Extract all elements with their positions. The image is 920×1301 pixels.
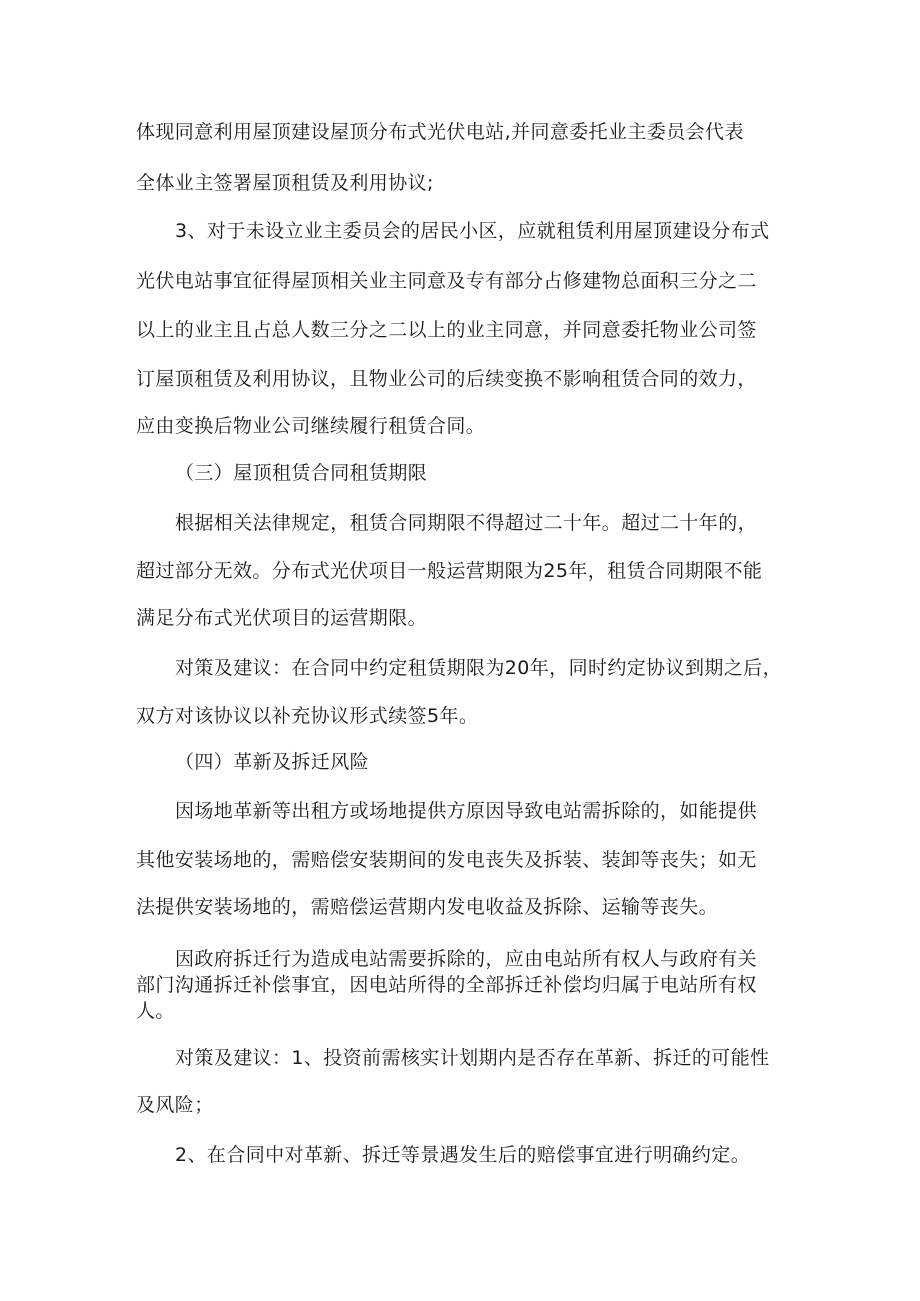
- section-heading: （四）革新及拆迁风险: [175, 751, 370, 773]
- text-line: 因场地革新等出租方或场地提供方原因导致电站需拆除的，如能提供: [175, 800, 758, 822]
- text-line: 3、对于未设立业主委员会的居民小区，应就租赁利用屋顶建设分布式: [175, 220, 770, 242]
- text-line: 体现同意利用屋顶建设屋顶分布式光伏电站,并同意委托业主委员会代表: [136, 121, 744, 143]
- text-line: 因政府拆迁行为造成电站需要拆除的，应由电站所有权人与政府有关: [175, 948, 758, 970]
- text-line: 部门沟通拆迁补偿事宜，因电站所得的全部拆迁补偿均归属于电站所有权: [136, 974, 757, 996]
- text-line: 以上的业主且占总人数三分之二以上的业主同意，并同意委托物业公司签: [136, 319, 757, 341]
- text-line: 人。: [136, 1000, 175, 1022]
- text-line: 2、在合同中对革新、拆迁等景遇发生后的赔偿事宜进行明确约定。: [175, 1144, 751, 1166]
- text-line: 其他安装场地的，需赔偿安装期间的发电丧失及拆装、装卸等丧失；如无: [136, 849, 757, 871]
- text-line: 应由变换后物业公司继续履行租赁合同。: [136, 415, 486, 437]
- text-line: 光伏电站事宜征得屋顶相关业主同意及专有部分占修建物总面积三分之二: [136, 270, 757, 292]
- text-line: 及风险；: [136, 1094, 214, 1116]
- text-line: 全体业主签署屋顶租赁及利用协议;: [136, 172, 434, 194]
- text-line: 双方对该协议以补充协议形式续签5年。: [136, 705, 479, 727]
- text-line: 满足分布式光伏项目的运营期限。: [136, 607, 428, 629]
- text-line: 对策及建议：1、投资前需核实计划期内是否存在革新、拆迁的可能性: [175, 1047, 770, 1069]
- text-line: 根据相关法律规定，租赁合同期限不得超过二十年。超过二十年的，: [175, 512, 758, 534]
- text-line: 订屋顶租赁及利用协议，且物业公司的后续变换不影响租赁合同的效力，: [136, 368, 757, 390]
- section-heading: （三）屋顶租赁合同租赁期限: [175, 462, 428, 484]
- text-line: 对策及建议：在合同中约定租赁期限为20年，同时约定协议到期之后，: [175, 657, 782, 679]
- text-line: 法提供安装场地的，需赔偿运营期内发电收益及拆除、运输等丧失。: [136, 896, 719, 918]
- text-line: 超过部分无效。分布式光伏项目一般运营期限为25年，租赁合同期限不能: [136, 560, 763, 582]
